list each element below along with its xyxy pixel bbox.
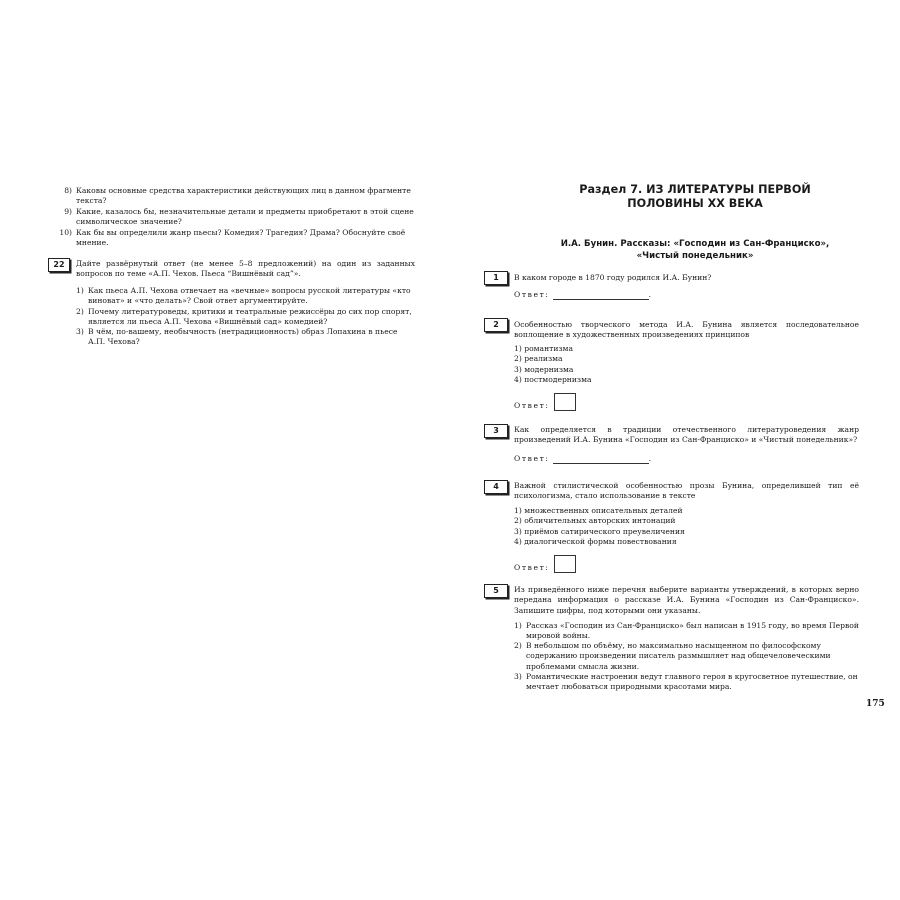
section-title: Раздел 7. ИЗ ЛИТЕРАТУРЫ ПЕРВОЙ ПОЛОВИНЫ XX ВЕКА [579,183,811,210]
statement-item [514,641,859,672]
option-item: 3) модернизма [514,364,574,374]
question-item [50,228,415,249]
option-item: 1) романтизма [514,344,573,353]
topic-title: И.А. Бунин. Рассказы: «Господин из Сан-Франциско», «Чистый понедельник» [560,239,830,261]
task-number-box: 22 [48,258,70,272]
answer-period: . [648,290,653,299]
statement-number: 3) [514,672,522,681]
answer-cell[interactable] [554,555,576,573]
item-text: Каковы основные средства характеристики действующих лиц в данном фрагменте текста? [76,186,411,206]
task-option [76,286,415,307]
answer-label: Ответ: [514,290,550,299]
option-item: 2) обличительных авторских интонаций [514,516,676,526]
answer-label: Ответ: [514,562,550,572]
answer-line [514,393,576,411]
answer-cell[interactable] [554,393,576,411]
question-item [50,207,415,228]
question-number-box: 3 [484,424,508,438]
answer-line [514,290,653,300]
option-item: 4) постмодернизма [514,374,592,384]
question-item [50,186,415,207]
task-option [76,307,415,328]
question-number-box: 1 [484,271,508,285]
option-text: В чём, по-вашему, необычность (нетрадиционность) образ Лопахина в пьесе А.П. Чехова? [88,327,398,347]
answer-line [514,454,653,464]
option-number: 1) [76,286,84,295]
task-option [76,327,415,348]
statement-item [514,672,859,693]
statement-text: В небольшом по объёму, но максимально насыщенном по философскому содержанию произведении писатель размышляет над общечеловеческими проблемами смысла жизни. [526,641,831,671]
item-number: 10) [59,228,72,237]
option-number: 2) [76,307,84,316]
question-number-box: 2 [484,318,508,332]
question-text: В каком городе в 1870 году родился И.А. Бунин? [514,273,712,282]
option-item: 2) реализма [514,354,563,364]
statement-text: Романтические настроения ведут главного героя в кругосветное путешествие, он мечтает любоваться природными красотами мира. [526,672,858,692]
question-text: Из приведённого ниже перечня выберите варианты утверждений, в которых верно передана информация о рассказе И.А. Бунина «Господин из Сан-Франциско». Запишите цифры, под которыми они указаны. [514,585,859,615]
option-text: Почему литературоведы, критики и театральные режиссёры до сих пор спорят, является ли пьеса А.П. Чехова «Вишнёвый сад» комедией? [88,307,412,327]
question-text: Особенностью творческого метода И.А. Бунина является последовательное воплощение в художественных произведениях принципов [514,320,859,340]
option-list [514,506,685,547]
statement-number: 2) [514,641,522,650]
right-page [450,0,900,900]
answer-period: . [648,454,653,463]
question-number-box: 5 [484,584,508,598]
answer-input[interactable] [553,455,649,464]
item-text: Какие, казалось бы, незначительные детали и предметы приобретают в этой сцене символическое значение? [76,207,414,227]
question-number-box: 4 [484,480,508,494]
page-number: 175 [866,699,885,709]
option-item: 1) множественных описательных деталей [514,506,683,515]
statement-item [514,621,859,642]
item-number: 9) [64,207,72,216]
question-text: Как определяется в традиции отечественного литературоведения жанр произведений И.А. Бунина «Господин из Сан-Франциско» и «Чистый понедельник»? [514,425,859,445]
item-text: Как бы вы определили жанр пьесы? Комедия? Трагедия? Драма? Обоснуйте своё мнение. [76,228,406,248]
option-item: 4) диалогической формы повествования [514,536,677,546]
question-text: Важной стилистической особенностью прозы Бунина, определившей тип её психологизма, стало использование в тексте [514,481,859,501]
task-text: Дайте развёрнутый ответ (не менее 5–8 предложений) на один из заданных вопросов по теме «А.П. Чехов. Пьеса “Вишнёвый сад”». [76,259,415,279]
option-list [514,344,592,385]
option-number: 3) [76,327,84,336]
statement-text: Рассказ «Господин из Сан-Франциско» был написан в 1915 году, во время Первой мировой войны. [526,621,859,641]
answer-label: Ответ: [514,400,550,410]
option-item: 3) приёмов сатирического преувеличения [514,526,685,536]
item-number: 8) [64,186,72,195]
statement-number: 1) [514,621,522,630]
answer-label: Ответ: [514,454,550,463]
option-text: Как пьеса А.П. Чехова отвечает на «вечные» вопросы русской литературы «кто виноват» и «что делать»? Свой ответ аргументируйте. [88,286,411,306]
answer-input[interactable] [553,291,649,300]
answer-line [514,555,576,573]
